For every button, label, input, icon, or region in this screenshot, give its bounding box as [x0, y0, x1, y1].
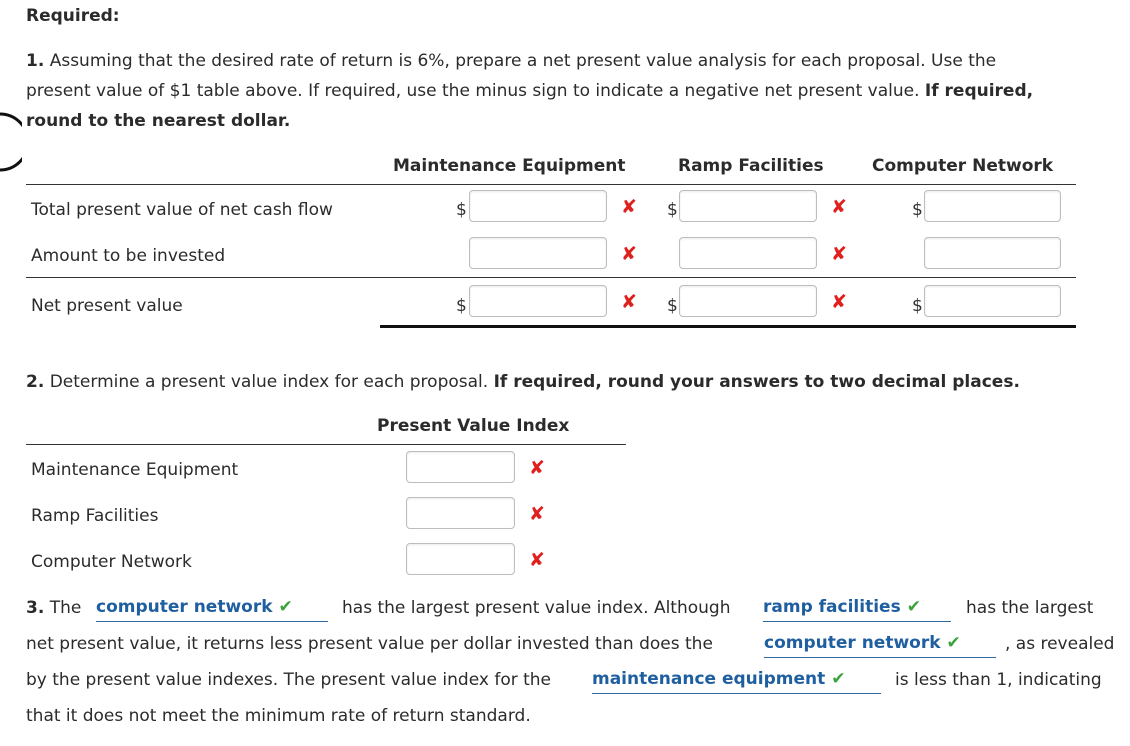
answer-dropdown-value: computer network — [764, 633, 941, 653]
row-label-npv: Net present value — [31, 296, 183, 316]
part3-text: by the present value indexes. The present value index for the — [26, 670, 552, 690]
pvi-label-computer: Computer Network — [31, 552, 192, 572]
npv-computer-input[interactable] — [924, 285, 1061, 317]
pvi-computer-input[interactable] — [406, 543, 515, 575]
pvi-maintenance-input[interactable] — [406, 451, 515, 483]
total-pv-maintenance-input[interactable] — [469, 190, 607, 222]
part3-line1-start — [26, 598, 81, 618]
answer-dropdown-3[interactable] — [764, 633, 996, 658]
part3-text: The — [49, 598, 82, 618]
pvi-label-maintenance: Maintenance Equipment — [31, 460, 239, 480]
part1-line2: present value of $1 table above. If required, use the minus sign to indicate a negative net present value. — [26, 81, 920, 101]
part1-instructions — [26, 46, 1033, 136]
part2-number: 2. — [26, 372, 45, 392]
answer-dropdown-value: ramp facilities — [763, 597, 901, 617]
amount-invested-ramp-input[interactable] — [679, 237, 817, 269]
total-double-rule — [380, 325, 1076, 328]
col-header-computer-network: Computer Network — [872, 156, 1054, 176]
row-divider — [26, 277, 1076, 278]
part1-line2-bold: If required, — [924, 81, 1034, 101]
row-label-total-pv: Total present value of net cash flow — [31, 200, 333, 220]
correct-check-icon: ✔ — [831, 669, 846, 689]
part3-number: 3. — [26, 598, 45, 618]
dollar-sign: $ — [667, 296, 678, 316]
part1-line1: Assuming that the desired rate of return is 6%, prepare a net present value analysis for each proposal. Use the — [49, 51, 997, 71]
answer-dropdown-value: maintenance equipment — [592, 669, 826, 689]
dollar-sign: $ — [912, 296, 923, 316]
correct-check-icon: ✔ — [278, 597, 293, 617]
answer-dropdown-2[interactable] — [763, 597, 951, 622]
total-pv-ramp-input[interactable] — [679, 190, 817, 222]
wrong-answer-icon: ✘ — [529, 503, 545, 525]
part3-text: has the largest present value index. Although — [342, 598, 731, 618]
pvi-header-rule — [26, 444, 626, 445]
wrong-answer-icon: ✘ — [621, 196, 637, 218]
dollar-sign: $ — [456, 296, 467, 316]
col-header-ramp-facilities: Ramp Facilities — [678, 156, 824, 176]
wrong-answer-icon: ✘ — [831, 291, 847, 313]
correct-check-icon: ✔ — [946, 633, 961, 653]
wrong-answer-icon: ✘ — [831, 243, 847, 265]
npv-ramp-input[interactable] — [679, 285, 817, 317]
dollar-sign: $ — [456, 200, 467, 220]
col-header-maintenance-equipment: Maintenance Equipment — [393, 156, 626, 176]
answer-dropdown-4[interactable] — [592, 669, 881, 694]
amount-invested-computer-input[interactable] — [924, 237, 1061, 269]
part3-text: , as revealed — [1005, 634, 1115, 654]
dollar-sign: $ — [667, 200, 678, 220]
part2-text-bold: If required, round your answers to two decimal places. — [493, 372, 1020, 392]
part1-line3-bold: round to the nearest dollar. — [26, 111, 291, 131]
npv-maintenance-input[interactable] — [469, 285, 607, 317]
pvi-label-ramp: Ramp Facilities — [31, 506, 159, 526]
wrong-answer-icon: ✘ — [529, 549, 545, 571]
part3-text: has the largest — [966, 598, 1094, 618]
pvi-ramp-input[interactable] — [406, 497, 515, 529]
wrong-answer-icon: ✘ — [831, 196, 847, 218]
wrong-answer-icon: ✘ — [621, 291, 637, 313]
part3-text: net present value, it returns less present value per dollar invested than does the — [26, 634, 713, 654]
table-header-rule — [26, 184, 1076, 185]
answer-dropdown-value: computer network — [96, 597, 273, 617]
dollar-sign: $ — [912, 200, 923, 220]
total-pv-computer-input[interactable] — [924, 190, 1061, 222]
scroll-indicator-arc — [0, 112, 22, 172]
correct-check-icon: ✔ — [906, 597, 921, 617]
wrong-answer-icon: ✘ — [529, 457, 545, 479]
answer-dropdown-1[interactable] — [96, 597, 328, 622]
part3-text: is less than 1, indicating — [895, 670, 1102, 690]
part1-number: 1. — [26, 51, 45, 71]
wrong-answer-icon: ✘ — [621, 243, 637, 265]
required-heading: Required: — [26, 6, 120, 26]
part2-instructions — [26, 372, 1020, 392]
part3-text: that it does not meet the minimum rate of return standard. — [26, 706, 531, 726]
amount-invested-maintenance-input[interactable] — [469, 237, 607, 269]
part2-text: Determine a present value index for each proposal. — [49, 372, 489, 392]
col-header-pv-index: Present Value Index — [377, 416, 570, 436]
row-label-amount-invested: Amount to be invested — [31, 246, 226, 266]
